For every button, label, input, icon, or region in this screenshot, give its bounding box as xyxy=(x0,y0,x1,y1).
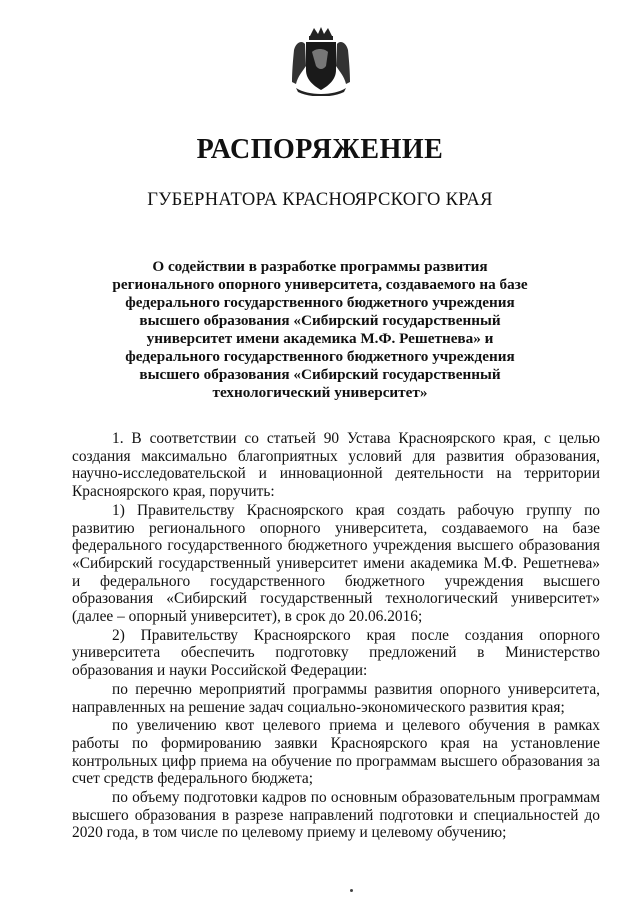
document-subtitle: ГУБЕРНАТОРА КРАСНОЯРСКОГО КРАЯ xyxy=(147,190,493,210)
document-body xyxy=(72,430,600,842)
paragraph-6: по объему подготовки кадров по основным образовательным программам высшего образования в разрезе направлений подготовки и специальностей до 2020 года, в том числе по целевому приему и целевому обучению; xyxy=(72,789,600,842)
document-title: РАСПОРЯЖЕНИЕ xyxy=(196,134,444,165)
scan-artifact-dot xyxy=(350,889,353,892)
paragraph-4: по перечню мероприятий программы развития опорного университета, направленных на решение задач социально-экономического развития края; xyxy=(72,680,600,716)
coat-of-arms-emblem xyxy=(290,26,352,96)
paragraph-3: 2) Правительству Красноярского края после создания опорного университета обеспечить подготовку предложений в Министерство образования и науки Российской Федерации: xyxy=(72,626,600,680)
paragraph-2: 1) Правительству Красноярского края создать рабочую группу по развитию регионального опорного университета, создаваемого на базе федерального государственного бюджетного учреждения высшего образования «Сибирский государственный университет имени академика М.Ф. Решетнева» и федерального государственного бюджетного учреждения высшего образования «Сибирский государственный технологический университет» (далее – опорный университет), в срок до 20.06.2016; xyxy=(72,501,600,626)
document-heading: О содействии в разработке программы развития регионального опорного университета, создаваемого на базе федерального государственного бюджетного учреждения высшего образования «Сибирский государственный университет имени академика М.Ф. Решетнева» и федерального государственного бюджетного учреждения высшего образования «Сибирский государственный технологический университет» xyxy=(112,258,528,401)
paragraph-5: по увеличению квот целевого приема и целевого обучения в рамках работы по формированию заявки Красноярского края на установление контрольных цифр приема на обучение по программам высшего образования за счет средств федерального бюджета; xyxy=(72,717,600,788)
paragraph-1: 1. В соответствии со статьей 90 Устава Красноярского края, с целью создания максимально благоприятных условий для развития образования, научно-исследовательской и инновационной деятельности на территории Красноярского края, поручить: xyxy=(72,430,600,501)
